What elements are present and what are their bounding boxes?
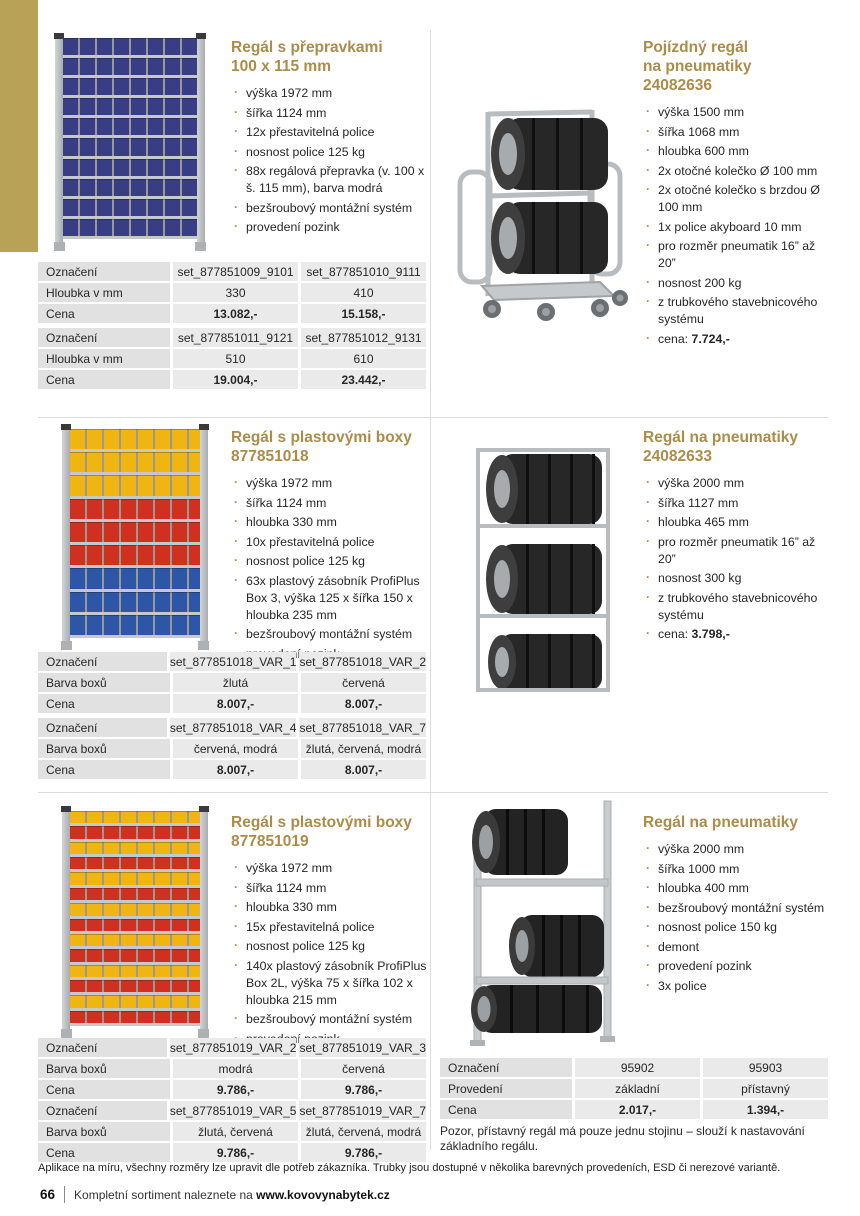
bin-row — [70, 499, 200, 522]
spec-item: · provedení pozink — [643, 958, 831, 975]
table-label-cell: Hloubka v mm — [38, 283, 170, 302]
variant-table — [38, 328, 426, 389]
bin-row — [70, 919, 200, 934]
bin-row — [63, 98, 197, 118]
rack-cap-left-icon — [54, 33, 64, 39]
table-label-cell: Označení — [38, 328, 170, 347]
variant-table — [38, 1101, 426, 1162]
spec-item: · nosnost police 125 kg — [231, 144, 427, 161]
product-title-line: na pneumatiky — [643, 58, 752, 75]
bin-row — [70, 857, 200, 872]
price-value: 7.724,- — [691, 331, 730, 346]
table-value-cell: set_877851019_VAR_2 — [170, 1038, 297, 1057]
rack-post-right-icon — [197, 33, 205, 243]
bin-row — [70, 615, 200, 638]
product-image-tire-rack-galvanized — [458, 795, 630, 1047]
spec-item: · 1x police akyboard 10 mm — [643, 219, 831, 236]
spec-item: · pro rozměr pneumatik 16” až 20” — [643, 534, 831, 568]
table-row — [440, 1058, 828, 1077]
bin-row — [70, 934, 200, 949]
rack-foot-left-icon — [54, 242, 65, 251]
product-title — [643, 813, 831, 832]
table-value-cell: set_877851018_VAR_2 — [299, 652, 426, 671]
table-label-cell: Označení — [440, 1058, 572, 1077]
product-title-line: 24082633 — [643, 448, 712, 465]
footer-label: Kompletní sortiment naleznete na — [74, 1187, 253, 1202]
table-value-cell: 19.004,- — [173, 370, 298, 389]
spec-item: · bezšroubový montážní systém — [231, 1011, 431, 1028]
spec-item: · 3x police — [643, 978, 831, 995]
spec-list — [231, 85, 427, 236]
table-value-cell: 8.007,- — [173, 760, 298, 779]
table-value-cell: set_877851009_9101 — [173, 262, 298, 281]
bin-row — [63, 118, 197, 138]
page-number: 66 — [40, 1187, 56, 1202]
bin-row — [70, 522, 200, 545]
bin-row — [70, 965, 200, 980]
spec-item: · šířka 1124 mm — [231, 495, 429, 512]
spec-item: · bezšroubový montážní systém — [643, 900, 831, 917]
table-value-cell: 15.158,- — [301, 304, 426, 323]
product-info — [231, 38, 427, 239]
spec-item: · nosnost police 150 kg — [643, 919, 831, 936]
table-row — [38, 370, 426, 389]
bin-row — [63, 219, 197, 239]
product-title-line: 877851018 — [231, 448, 309, 465]
accent-bar — [0, 0, 38, 252]
variant-table — [38, 718, 426, 779]
variant-table — [440, 1058, 828, 1119]
spec-item: · šířka 1124 mm — [231, 105, 427, 122]
product-title — [231, 38, 427, 76]
spec-item: · pro rozměr pneumatik 16” až 20” — [643, 238, 831, 272]
variant-table — [38, 652, 426, 713]
rack-post-right-icon — [200, 424, 208, 642]
table-value-cell: 13.082,- — [173, 304, 298, 323]
table-value-cell: set_877851018_VAR_4 — [170, 718, 297, 737]
spec-item: · 63x plastový zásobník ProfiPlus Box 3, výška 125 x šířka 150 x hloubka 235 mm — [231, 573, 429, 624]
spec-item: · hloubka 330 mm — [231, 514, 429, 531]
table-value-cell: set_877851019_VAR_5 — [170, 1101, 297, 1120]
spec-item: · 12x přestavitelná police — [231, 124, 427, 141]
variant-table — [38, 1038, 426, 1099]
spec-item: · demont — [643, 939, 831, 956]
table-value-cell: červená, modrá — [173, 739, 298, 758]
rack-post-right-icon — [200, 806, 208, 1030]
bin-row — [70, 842, 200, 857]
product-title — [643, 38, 831, 95]
table-value-cell: set_877851018_VAR_1 — [170, 652, 297, 671]
table-row — [440, 1079, 828, 1098]
spec-item: · výška 2000 mm — [643, 841, 831, 858]
spec-item: · výška 1972 mm — [231, 475, 429, 492]
table-row — [38, 1143, 426, 1162]
table-value-cell: 1.394,- — [703, 1100, 828, 1119]
table-label-cell: Barva boxů — [38, 673, 170, 692]
product-title-line: Regál na pneumatiky — [643, 814, 799, 831]
table-value-cell: 8.007,- — [301, 760, 426, 779]
rack-cap-left-icon — [61, 424, 71, 430]
spec-item: · nosnost 200 kg — [643, 275, 831, 292]
bin-row — [70, 903, 200, 918]
product-title-line: 100 x 115 mm — [231, 58, 331, 75]
table-value-cell: set_877851019_VAR_3 — [299, 1038, 426, 1057]
product-title-line: 24082636 — [643, 77, 712, 94]
table-row — [38, 1038, 426, 1057]
bin-row — [63, 179, 197, 199]
spec-item: · výška 1972 mm — [231, 85, 427, 102]
table-value-cell: 9.786,- — [301, 1143, 426, 1162]
table-label-cell: Barva boxů — [38, 739, 170, 758]
product-info — [643, 428, 831, 643]
spec-item: · nosnost police 125 kg — [231, 938, 431, 955]
spec-item: · bezšroubový montážní systém — [231, 626, 429, 643]
spec-item: · šířka 1000 mm — [643, 861, 831, 878]
table-value-cell: 330 — [173, 283, 298, 302]
product-title-line: Regál s přepravkami — [231, 39, 383, 56]
spec-item: · bezšroubový montážní systém — [231, 200, 427, 217]
spec-item: · 88x regálová přepravka (v. 100 x š. 115 mm), barva modrá — [231, 163, 427, 197]
table-row — [38, 1080, 426, 1099]
table-value-cell: 23.442,- — [301, 370, 426, 389]
product-title-line: Regál s plastovými boxy — [231, 429, 412, 446]
table-label-cell: Provedení — [440, 1079, 572, 1098]
footer-divider — [64, 1186, 65, 1203]
table-value-cell: žlutá, červená, modrá — [301, 1122, 426, 1141]
spec-list — [231, 860, 431, 1048]
rack-cap-right-icon — [199, 424, 209, 430]
bin-row — [63, 199, 197, 219]
spec-item: · 10x přestavitelná police — [231, 534, 429, 551]
table-value-cell: 610 — [301, 349, 426, 368]
page-footer — [40, 1186, 390, 1203]
table-value-cell: set_877851019_VAR_7 — [299, 1101, 426, 1120]
row-divider — [38, 417, 828, 418]
product-image-bin-rack — [62, 424, 208, 650]
table-label-cell: Cena — [38, 760, 170, 779]
table-row — [38, 694, 426, 713]
table-value-cell: žlutá — [173, 673, 298, 692]
spec-item: · šířka 1127 mm — [643, 495, 831, 512]
table-label-cell: Cena — [38, 304, 170, 323]
spec-item: · výška 2000 mm — [643, 475, 831, 492]
table-label-cell: Označení — [38, 1038, 167, 1057]
bin-row — [63, 138, 197, 158]
bin-row — [70, 980, 200, 995]
table-value-cell: set_877851010_9111 — [301, 262, 426, 281]
price-line — [643, 626, 831, 643]
footer-text — [74, 1188, 390, 1202]
table-label-cell: Cena — [440, 1100, 572, 1119]
table-row — [38, 673, 426, 692]
product-title-line: Pojízdný regál — [643, 39, 749, 56]
table-value-cell: set_877851011_9121 — [173, 328, 298, 347]
spec-list — [643, 475, 831, 624]
bin-rack-shelves — [70, 429, 200, 638]
spec-item: · šířka 1068 mm — [643, 124, 831, 141]
table-row — [38, 328, 426, 347]
bin-rack-shelves — [70, 811, 200, 1026]
variant-table — [38, 262, 426, 323]
table-value-cell: červená — [301, 1059, 426, 1078]
table-value-cell: 8.007,- — [301, 694, 426, 713]
price-value: 3.798,- — [691, 627, 730, 641]
rack-cap-right-icon — [196, 33, 206, 39]
bin-row — [70, 811, 200, 826]
footer-url-link[interactable]: www.kovovynabytek.cz — [256, 1187, 390, 1202]
table-row — [38, 760, 426, 779]
table-row — [38, 1122, 426, 1141]
spec-item: · hloubka 465 mm — [643, 514, 831, 531]
bin-row — [70, 826, 200, 841]
table-row — [440, 1100, 828, 1119]
spec-item: · 140x plastový zásobník ProfiPlus Box 2L, výška 75 x šířka 102 x hloubka 215 mm — [231, 958, 431, 1009]
spec-item: · nosnost 300 kg — [643, 570, 831, 587]
product-info — [231, 428, 429, 665]
table-label-cell: Cena — [38, 1080, 170, 1099]
spec-item: · nosnost police 125 kg — [231, 553, 429, 570]
product-info — [231, 813, 431, 1050]
table-row — [38, 283, 426, 302]
rack-cap-left-icon — [61, 806, 71, 812]
spec-item: · provedení pozink — [231, 219, 427, 236]
table-value-cell: 510 — [173, 349, 298, 368]
table-value-cell: 410 — [301, 283, 426, 302]
table-row — [38, 349, 426, 368]
bin-row — [63, 38, 197, 58]
table-label-cell: Označení — [38, 1101, 167, 1120]
table-value-cell: 9.786,- — [173, 1143, 298, 1162]
rack-post-left-icon — [55, 33, 63, 243]
rack-foot-right-icon — [195, 242, 206, 251]
table-value-cell: 95902 — [575, 1058, 700, 1077]
product-title-line: 877851019 — [231, 833, 309, 850]
bin-row — [70, 568, 200, 591]
spec-item: · šířka 1124 mm — [231, 880, 431, 897]
bin-row — [70, 995, 200, 1010]
price-label: cena: — [658, 627, 689, 641]
table-label-cell: Cena — [38, 1143, 170, 1162]
bin-row — [70, 949, 200, 964]
row-divider — [38, 792, 828, 793]
table-value-cell: červená — [301, 673, 426, 692]
spec-item: · z trubkového stavebnicového systému — [643, 590, 831, 624]
bin-row — [70, 545, 200, 568]
spec-item: · 15x přestavitelná police — [231, 919, 431, 936]
table-row — [38, 304, 426, 323]
product-title — [231, 813, 431, 851]
price-label: cena: — [658, 331, 689, 346]
spec-item: · z trubkového stavebnicového systému — [643, 294, 831, 328]
bin-row — [63, 78, 197, 98]
rack-foot-right-icon — [198, 641, 209, 650]
bin-row — [70, 475, 200, 498]
table-value-cell: 8.007,- — [173, 694, 298, 713]
price-line — [643, 331, 831, 348]
bin-row — [70, 429, 200, 452]
spec-item: · hloubka 600 mm — [643, 143, 831, 160]
bin-row — [63, 58, 197, 78]
rack-post-left-icon — [62, 806, 70, 1030]
table-label-cell: Označení — [38, 718, 167, 737]
table-row — [38, 1059, 426, 1078]
bin-row — [70, 888, 200, 903]
table-label-cell: Cena — [38, 694, 170, 713]
bin-rack-shelves — [63, 38, 197, 239]
rack-post-left-icon — [62, 424, 70, 642]
table-label-cell: Barva boxů — [38, 1059, 170, 1078]
table-value-cell: 9.786,- — [173, 1080, 298, 1099]
product-note: Pozor, přístavný regál má pouze jednu stojinu – slouží k nastavování základního regálu. — [440, 1124, 805, 1153]
spec-list — [643, 104, 831, 328]
product-info — [643, 38, 831, 348]
product-title — [231, 428, 429, 466]
table-row — [38, 262, 426, 281]
page-footnote: Aplikace na míru, všechny rozměry lze upravit dle potřeb zákazníka. Trubky jsou dostupné v několika barevných provedeních, ESD či nerezové variantě. — [38, 1162, 781, 1174]
product-title — [643, 428, 831, 466]
spec-item: · hloubka 400 mm — [643, 880, 831, 897]
product-image-bin-rack — [62, 806, 208, 1038]
table-label-cell: Označení — [38, 262, 170, 281]
product-image-tire-trolley — [448, 96, 632, 322]
table-value-cell: žlutá, červená — [173, 1122, 298, 1141]
spec-item: · výška 1972 mm — [231, 860, 431, 877]
table-row — [38, 718, 426, 737]
table-value-cell: základní — [575, 1079, 700, 1098]
table-value-cell: modrá — [173, 1059, 298, 1078]
table-label-cell: Barva boxů — [38, 1122, 170, 1141]
table-row — [38, 1101, 426, 1120]
spec-item: · výška 1500 mm — [643, 104, 831, 121]
table-value-cell: 9.786,- — [301, 1080, 426, 1099]
bin-row — [70, 592, 200, 615]
rack-foot-left-icon — [61, 1029, 72, 1038]
product-title-line: Regál s plastovými boxy — [231, 814, 412, 831]
product-title-line: Regál na pneumatiky — [643, 429, 799, 446]
product-image-tire-rack — [464, 438, 622, 698]
table-value-cell: 2.017,- — [575, 1100, 700, 1119]
table-value-cell: přístavný — [703, 1079, 828, 1098]
product-image-bin-rack — [55, 33, 205, 251]
table-label-cell: Označení — [38, 652, 167, 671]
table-label-cell: Hloubka v mm — [38, 349, 170, 368]
rack-cap-right-icon — [199, 806, 209, 812]
table-value-cell: 95903 — [703, 1058, 828, 1077]
table-label-cell: Cena — [38, 370, 170, 389]
bin-row — [63, 159, 197, 179]
rack-foot-left-icon — [61, 641, 72, 650]
table-value-cell: set_877851012_9131 — [301, 328, 426, 347]
spec-item: · 2x otočné kolečko Ø 100 mm — [643, 163, 831, 180]
spec-item: · 2x otočné kolečko s brzdou Ø 100 mm — [643, 182, 831, 216]
spec-list — [231, 475, 429, 663]
spec-item: · hloubka 330 mm — [231, 899, 431, 916]
table-value-cell: set_877851018_VAR_7 — [299, 718, 426, 737]
spec-list — [643, 841, 831, 995]
bin-row — [70, 452, 200, 475]
table-value-cell: žlutá, červená, modrá — [301, 739, 426, 758]
product-info — [643, 813, 831, 997]
table-row — [38, 739, 426, 758]
bin-row — [70, 872, 200, 887]
rack-foot-right-icon — [198, 1029, 209, 1038]
table-row — [38, 652, 426, 671]
bin-row — [70, 1011, 200, 1026]
